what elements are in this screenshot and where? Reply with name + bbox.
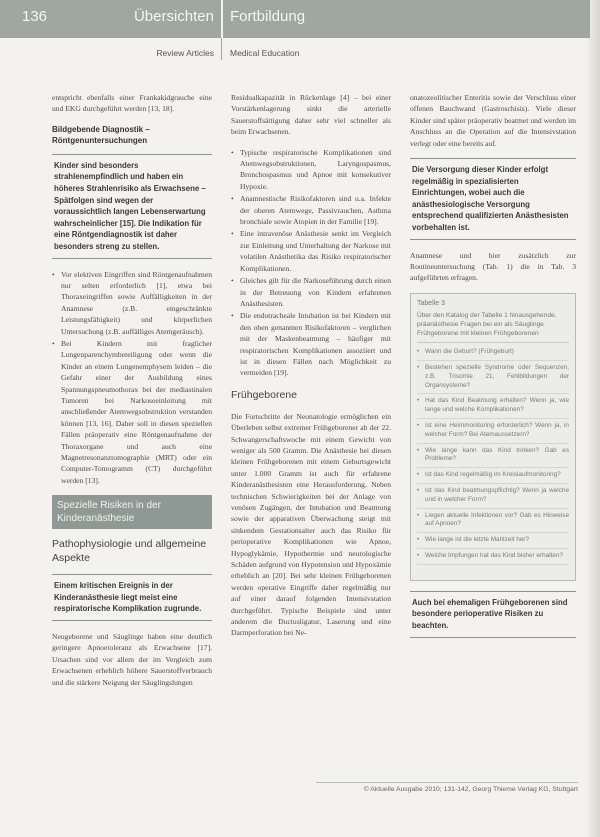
paragraph: Anamnese und hier zusätzlich zur Routineuntersuchung (Tab. 1) die in Tab. 3 aufgeführten erfragen. — [410, 250, 576, 283]
list-item: • Bei Kindern mit fraglicher Lungenparenchymbeteiligung oder wenn die Kinder an einem Lungenemphysem leiden – die Gefahr einer der Ausbildung eines Spannungspneumothorax bei der mediastinalen Tumoren bei Narkoseeinleitung mit anschließender Atemwegsobstruktion verstanden können [13, 16]. Daher soll in diesen speziellen Fällen präoperativ eine Röntgenaufnahme der Thoraxorgane und auch eine Magnetresonanztomographie (MRT) oder ein Computer-Tomogramm (CT) durchgeführt werden [13]. — [52, 338, 212, 486]
list-item: • Wann die Geburt? (Frühgeburt) — [417, 348, 569, 361]
list-item: • Ist eine Heimmonitoring erforderlich? Wenn ja, in welcher Form? Bei Atemaussetzern? — [417, 422, 569, 444]
table-title: Tabelle 3 — [417, 299, 446, 307]
key-message-box: Einem kritischen Ereignis in der Kinderanästhesie liegt meist eine respiratorische Komplikation zugrunde. — [52, 574, 212, 621]
paragraph: entspricht ebenfalls einer Frankakidgrauche eine und EKG durchgeführt werden [13, 18]. — [52, 93, 212, 114]
key-message-box: Auch bei ehemaligen Frühgeborenen sind besondere perioperative Risiken zu beachten. — [410, 591, 576, 638]
list-item: • Liegen aktuelle Infektionen vor? Gab es Hinweise auf Apnoen? — [417, 512, 569, 534]
section-title-left: Übersichten — [133, 8, 214, 25]
list-item: • Wie lange kann das Kind trinken? Gab es Probleme? — [417, 447, 569, 469]
column-1 — [52, 92, 212, 697]
heading-diagnostik: Bildgebende Diagnostik – Röntgenuntersuchungen — [52, 124, 150, 145]
heading-fruehgeborene: Frühgeborene — [231, 388, 297, 401]
paragraph: Neugeborene und Säuglinge haben eine deutlich geringere Apnoetoleranz als Erwachsene [17]. Ursachen sind vor allem der im Vergleich zum Erwachsenen erheblich höhere Sauerstoffverbrauch und die stärkere Neigung der Säuglingslungen — [52, 632, 212, 687]
list-item: • Typische respiratorische Komplikationen sind Atemwegsobstruktionen, Laryngospasmus, Bronchospasmus und Apnoe mit konsekutiver Hypoxie. — [231, 147, 391, 193]
header-divider — [221, 0, 223, 38]
list-item: • Gleiches gilt für die Narkoseführung durch einen in der Betreuung von Kindern erfahrenen Anästhesisten. — [231, 275, 391, 309]
page-footer: © Aktuelle Ausgabe 2010; 131-142, Georg Thieme Verlag KG, Stuttgart — [316, 782, 578, 793]
bullet-list — [231, 147, 391, 379]
list-item: • Ist das Kind beatmungspflichtig? Wenn ja welche und in welcher Form? — [417, 487, 569, 509]
table-caption: Über den Katalog der Tabelle 1 hinausgehende, präanästhesie Fragen bei ein als Säuglinge Frühgeborene mit kleinen Frühgeborenen — [417, 311, 569, 343]
subheading-left: Review Articles — [156, 48, 214, 58]
list-item: • Wie lange ist die letzte Mahlzeit her? — [417, 536, 569, 549]
list-item: • Welche Impfungen hat das Kind bisher erhalten? — [417, 552, 569, 565]
column-2 — [231, 92, 391, 648]
question-list — [417, 348, 569, 565]
paragraph: onatozeolitischer Enteritis sowie der Verschluss einer offenen Bauchwand (Gastroschisis). Viele dieser Kinder sind später präoperativ beatmet und werden im Anschluss an die Operation auf die Intensivstation verlegt oder eine bereits auf. — [410, 93, 576, 148]
list-item: • Hat das Kind Beatmung erhalten? Wenn ja, wie lange und welche Komplikationen? — [417, 397, 569, 419]
list-item: • Vor elektiven Eingriffen sind Röntgenaufnahmen nur selten erforderlich [1], etwa bei Thoraxeingriffen sowie Auffälligkeiten in der Anamnese (z.B. eingeschränkte Leistungsfähigkeit) und körperlichen Untersuchung (z.B. auffälliges Atemgeräusch). — [52, 269, 212, 337]
list-item: • Ist das Kind regelmäßig im Kreislaufmonitoring? — [417, 471, 569, 484]
paragraph: Residualkapazität in Rückenlage [4] – bei einer Vorstärkenlagerung sinkt die arterielle Sauerstoffsättigung daher sehr viel schneller als beim Erwachsenen. — [231, 93, 391, 137]
list-item: • Eine intravenöse Anästhesie senkt im Vergleich zur Einleitung und Unterhaltung der Narkose mit volatilen Anästhetika das Risiko respiratorischer Komplikationen. — [231, 228, 391, 274]
header-vertical-rule — [221, 38, 222, 60]
page-number: 136 — [22, 8, 48, 25]
heading-pathophysiologie: Pathophysiologie und allgemeine Aspekte — [52, 538, 207, 565]
list-item: • Die endotracheale Intubation ist bei Kindern mit den oben genannten Risikofaktoren – verglichen mit der Maskenbeatmung – häufiger mit respiratorischen Komplikationen assoziiert und ist in diesen Fällen nach Möglichkeit zu vermeiden [19]. — [231, 310, 391, 378]
section-heading-box: Spezielle Risiken in der Kinderanästhesie — [52, 495, 212, 529]
key-message-box: Die Versorgung dieser Kinder erfolgt regelmäßig in spezialisierten Einrichtungen, wobei auch die anästhesiologische Versorgung entsprechend qualifizierten Anästhesisten vorbehalten ist. — [410, 158, 576, 240]
list-item: • Anamnestische Risikofaktoren sind u.a. Infekte der oberen Atemwege, Passivrauchen, Asthma bronchiale sowie Atopien in der Familie [19]. — [231, 193, 391, 227]
section-title-right: Fortbildung — [230, 8, 306, 25]
table-3-box — [410, 293, 576, 581]
bullet-list — [52, 269, 212, 487]
column-3 — [410, 92, 576, 648]
list-item: • Bestehen spezielle Syndrome oder Sequenzen, z.B. Trisomie 21, Fehlbildungen der Organsysteme? — [417, 364, 569, 394]
subheading-right: Medical Education — [230, 48, 300, 58]
key-message-box: Kinder sind besonders strahlenempfindlich und haben ein höheres Strahlenrisiko als Erwachsene – Spätfolgen sind wegen der voraussichtlich langen Lebenserwartung wahrscheinlicher [15]. Die Indikation für eine Röntgendiagnostik ist daher besonders streng zu stellen. — [52, 154, 212, 259]
page-edge-shadow — [586, 0, 600, 837]
header-bar — [0, 0, 590, 38]
paragraph: Die Fortschritte der Neonatologie ermöglichen ein Überleben selbst extremer Frühgeborener ab der 22. Schwangerschaftswoche mit einem Gewicht von weniger als 500 Gramm. Die Anästhesie bei diesen kleinen Frühgeborenen mit einem Geburtsgewicht unter 1.000 Gramm ist auch für erfahrene Kinderanästhesisten eine Herausforderung. Neben technischen Schwierigkeiten bei der Anlage von venösen Zugängen, der Intubation und Beatmung sowie der apparativen Überwachung steigt mit sinkendem Gestationsalter auch das Risiko für perioperative Komplikationen wie Apnoe, Hypoglykämie, Hypothermie und neurologische Schäden aufgrund von Hypotension und Hypoxämie erheblich an [20]. Bei sehr kleinen Frühgeborenen werden operative Eingriffe daher regelmäßig nur auf einer darauf folgenden Intensivstation durchgeführt. Typische Beispiele sind unter anderem die Ductusligatur, Laserung und eine Darmperforation bei Ne- — [231, 411, 391, 638]
